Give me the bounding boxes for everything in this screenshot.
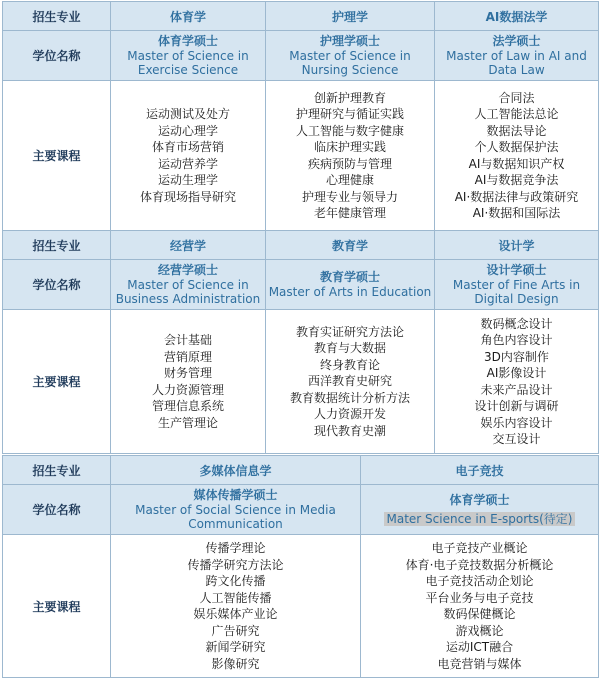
major-name: AI数据法学	[435, 2, 599, 31]
course-list	[266, 90, 434, 222]
program-table-1	[2, 1, 599, 231]
course-item: 交互设计	[492, 432, 541, 446]
major-name: 多媒体信息学	[111, 456, 361, 485]
major-name: 体育学	[111, 2, 266, 31]
course-item: 会计基础	[163, 333, 212, 347]
course-item: 西洋教育史研究	[307, 374, 392, 389]
major-name: 教育学	[266, 231, 435, 260]
course-item: 教育实证研究方法论	[295, 324, 404, 339]
degree-name-en: Mater Science in E-sports(待定)	[386, 511, 573, 526]
course-list	[435, 316, 598, 448]
course-item: 运动测试及处方	[145, 107, 230, 121]
program-table-3	[2, 455, 599, 678]
course-item: 平台业务与电子竞技	[425, 590, 534, 605]
course-item: AI·数据法律与政策研究	[454, 189, 579, 204]
major-name: 护理学	[266, 2, 435, 31]
course-item: 游戏概论	[455, 623, 504, 638]
course-item: 生产管理论	[157, 415, 218, 430]
course-item: 跨文化传播	[205, 574, 266, 588]
course-list	[111, 106, 265, 205]
course-item: 娱乐内容设计	[480, 415, 553, 430]
courses-label: 主要课程	[3, 310, 111, 454]
degree-cell	[111, 485, 361, 535]
course-item: 教育数据统计分析方法	[289, 390, 410, 405]
degree-name-cn: 体育学硕士	[449, 492, 510, 507]
course-item: 运动生理学	[157, 173, 218, 187]
course-item: 电子竞技产业概论	[431, 541, 528, 555]
degree-label: 学位名称	[3, 485, 111, 535]
course-list	[266, 324, 434, 440]
course-item: 现代教育史潮	[313, 423, 386, 438]
degree-label: 学位名称	[3, 31, 111, 81]
course-item: 合同法	[498, 90, 535, 105]
course-item: 人工智能传播	[199, 590, 272, 605]
degree-row	[3, 485, 599, 535]
course-item: 人工智能与数字健康	[295, 123, 404, 138]
course-item: 传播学研究方法论	[187, 557, 284, 572]
course-item: 个人数据保护法	[474, 140, 559, 154]
degree-name-en: Master of Science in Nursing Science	[289, 49, 411, 77]
course-item: 电竞营销与媒体	[437, 656, 522, 671]
degree-name-en: Master of Arts in Education	[268, 285, 432, 299]
course-list	[111, 540, 360, 672]
course-item: 心理健康	[325, 173, 374, 187]
course-row	[3, 81, 599, 231]
course-cell	[111, 535, 361, 678]
degree-name-en: Master of Fine Arts in Digital Design	[452, 278, 581, 306]
course-row	[3, 535, 599, 678]
course-item: AI与数据竞争法	[474, 173, 559, 187]
degree-name-cn: 媒体传播学硕士	[193, 488, 278, 502]
course-item: 疾病预防与管理	[307, 156, 392, 171]
degree-name-cn: 体育学硕士	[157, 34, 218, 48]
course-item: 护理研究与循证实践	[295, 107, 404, 121]
course-item: 广告研究	[211, 623, 260, 638]
course-item: 人力资源开发	[313, 407, 386, 422]
course-cell	[361, 535, 599, 678]
degree-name-cn: 法学硕士	[492, 34, 541, 48]
course-cell	[111, 310, 266, 454]
course-item: 管理信息系统	[151, 399, 224, 413]
course-item: 老年健康管理	[313, 206, 386, 220]
course-item: 人力资源管理	[151, 382, 224, 397]
courses-label: 主要课程	[3, 535, 111, 678]
degree-row	[3, 260, 599, 310]
course-item: 影像研究	[211, 656, 260, 671]
course-item: 未来产品设计	[480, 382, 553, 397]
course-cell	[435, 81, 599, 231]
course-item: 电子竞技活动企划论	[425, 574, 534, 588]
course-item: AI影像设计	[486, 366, 547, 380]
major-name: 设计学	[435, 231, 599, 260]
degree-name-en: Master of Science in Exercise Science	[127, 49, 249, 77]
course-item: 娱乐媒体产业论	[193, 607, 278, 621]
course-cell	[435, 310, 599, 454]
course-item: 体育市场营销	[151, 140, 224, 154]
degree-row	[3, 31, 599, 81]
degree-cell	[111, 260, 266, 310]
course-item: AI·数据和国际法	[472, 206, 561, 220]
course-item: 体育·电子竞技数据分析概论	[405, 557, 554, 572]
course-item: 数码概念设计	[480, 316, 553, 331]
course-list	[435, 90, 598, 222]
degree-label: 学位名称	[3, 260, 111, 310]
major-row	[3, 456, 599, 485]
major-name: 电子竞技	[361, 456, 599, 485]
major-name: 经营学	[111, 231, 266, 260]
course-item: AI与数据知识产权	[468, 156, 565, 171]
degree-cell	[361, 485, 599, 535]
course-item: 数码保健概论	[443, 607, 516, 621]
course-item: 运动ICT融合	[445, 640, 514, 654]
degree-name-en: Master of Social Science in Media Communication	[135, 503, 336, 531]
course-item: 数据法导论	[486, 123, 547, 138]
course-row	[3, 310, 599, 454]
course-item: 3D内容制作	[484, 349, 549, 364]
major-label: 招生专业	[3, 2, 111, 31]
course-item: 传播学理论	[205, 541, 266, 555]
major-label: 招生专业	[3, 231, 111, 260]
course-item: 营销原理	[163, 349, 212, 364]
degree-name-cn: 经营学硕士	[157, 263, 218, 277]
degree-name-en: Master of Law in AI and Data Law	[446, 49, 587, 77]
degree-name-cn: 教育学硕士	[319, 270, 380, 284]
course-item: 终身教育论	[319, 357, 380, 372]
major-row	[3, 2, 599, 31]
degree-name-en: Master of Science in Business Administration	[115, 278, 261, 306]
course-cell	[266, 81, 435, 231]
course-item: 运动心理学	[157, 123, 218, 138]
course-cell	[111, 81, 266, 231]
course-item: 体育现场指导研究	[139, 189, 236, 204]
degree-name-cn: 护理学硕士	[319, 34, 380, 48]
course-item: 运动营养学	[157, 156, 218, 171]
course-item: 教育与大数据	[313, 341, 386, 356]
major-label: 招生专业	[3, 456, 111, 485]
course-item: 临床护理实践	[313, 140, 386, 154]
course-list	[111, 332, 265, 431]
degree-name-cn: 设计学硕士	[486, 263, 547, 277]
degree-cell	[111, 31, 266, 81]
course-item: 设计创新与调研	[474, 399, 559, 413]
course-item: 角色内容设计	[480, 333, 553, 347]
course-item: 新闻学研究	[205, 640, 266, 654]
courses-label: 主要课程	[3, 81, 111, 231]
course-cell	[266, 310, 435, 454]
degree-cell	[435, 260, 599, 310]
course-list	[361, 540, 598, 672]
program-table-2	[2, 230, 599, 454]
degree-cell	[435, 31, 599, 81]
course-item: 创新护理教育	[313, 90, 386, 105]
course-item: 人工智能法总论	[474, 107, 559, 121]
course-item: 护理专业与领导力	[301, 189, 398, 204]
major-row	[3, 231, 599, 260]
degree-cell	[266, 31, 435, 81]
course-item: 财务管理	[163, 366, 212, 380]
degree-cell	[266, 260, 435, 310]
